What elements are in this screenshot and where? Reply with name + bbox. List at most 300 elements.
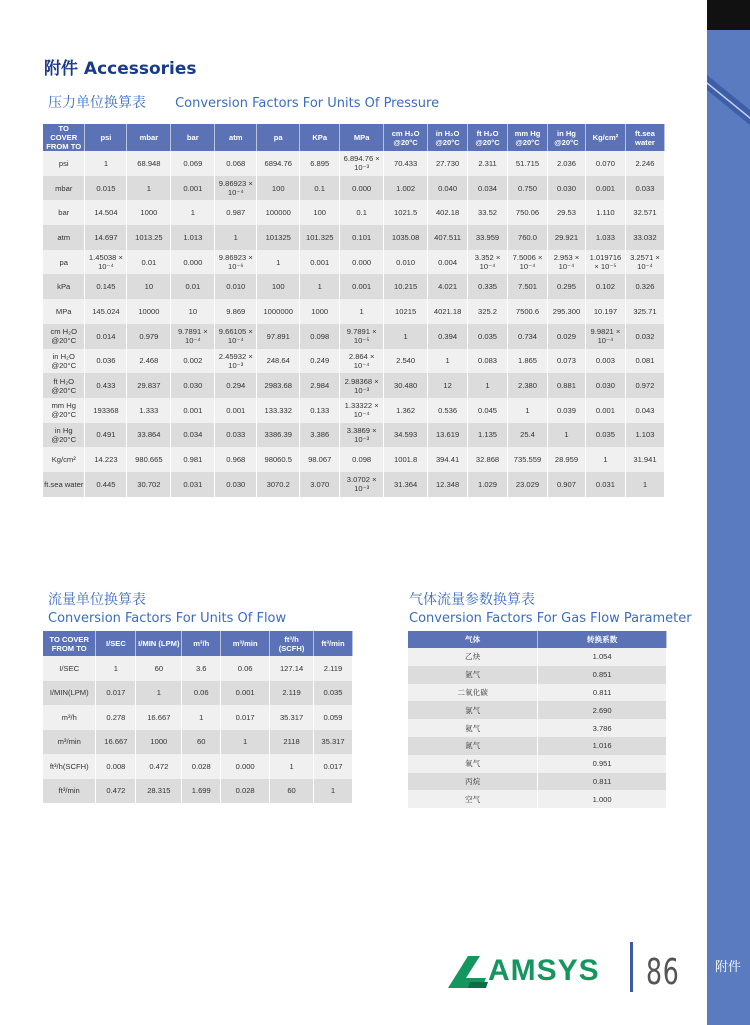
- table-cell: 0.001: [215, 398, 257, 423]
- table-cell: 0.032: [625, 324, 664, 349]
- table-cell: 1.110: [585, 200, 625, 225]
- table-cell: 0.536: [428, 398, 468, 423]
- table-cell: 1: [340, 299, 384, 324]
- table-cell: 0.028: [182, 754, 221, 779]
- table-cell: 16.667: [96, 730, 136, 755]
- row-header: I/SEC: [43, 656, 96, 681]
- table-row: [43, 373, 665, 398]
- gas-table: [408, 631, 667, 808]
- table-cell: 0.010: [384, 250, 428, 275]
- table-cell: 0.004: [428, 250, 468, 275]
- table-cell: 0.06: [221, 656, 270, 681]
- table-cell: 0.073: [547, 349, 585, 374]
- flow-title-en: Conversion Factors For Units Of Flow: [48, 611, 287, 626]
- table-cell: 1.002: [384, 176, 428, 201]
- column-header: ft³/h (SCFH): [270, 631, 314, 656]
- table-cell: 10.215: [384, 274, 428, 299]
- pressure-title-cn: 压力单位换算表: [48, 95, 146, 111]
- gas-name: 氩气: [408, 666, 538, 684]
- table-cell: 9.86923 × 10⁻⁶: [215, 250, 257, 275]
- table-cell: 1.029: [468, 472, 508, 497]
- table-cell: 2.119: [270, 681, 314, 706]
- pressure-title-en: Conversion Factors For Units Of Pressure: [175, 96, 440, 111]
- row-header: atm: [43, 225, 85, 250]
- table-cell: 30.702: [127, 472, 171, 497]
- table-cell: 0.000: [340, 176, 384, 201]
- row-header: ft H₂O @20°C: [43, 373, 85, 398]
- table-cell: 0.030: [215, 472, 257, 497]
- logo-text: AMSYS: [488, 954, 600, 987]
- table-cell: 10: [127, 274, 171, 299]
- table-cell: 1.362: [384, 398, 428, 423]
- table-cell: 0.881: [547, 373, 585, 398]
- gas-factor: 2.690: [538, 701, 667, 719]
- table-cell: 4.021: [428, 274, 468, 299]
- table-cell: 25.4: [508, 423, 548, 448]
- table-cell: 0.102: [585, 274, 625, 299]
- table-cell: 1035.08: [384, 225, 428, 250]
- table-row: [408, 737, 667, 755]
- column-header: I/MIN (LPM): [136, 631, 182, 656]
- table-cell: 0.000: [171, 250, 215, 275]
- table-cell: 0.1: [340, 200, 384, 225]
- table-cell: 70.433: [384, 151, 428, 176]
- table-cell: 0.335: [468, 274, 508, 299]
- table-row: [43, 299, 665, 324]
- table-cell: 2.468: [127, 349, 171, 374]
- table-cell: 0.06: [182, 681, 221, 706]
- table-cell: 1: [300, 274, 340, 299]
- table-cell: 12.348: [428, 472, 468, 497]
- table-row: [43, 681, 353, 706]
- table-cell: 32.868: [468, 447, 508, 472]
- table-cell: 0.003: [585, 349, 625, 374]
- sidebar-top-block: [707, 0, 750, 30]
- table-row: [43, 656, 353, 681]
- table-cell: 32.571: [625, 200, 664, 225]
- table-cell: 1: [182, 705, 221, 730]
- table-cell: 27.730: [428, 151, 468, 176]
- table-cell: 0.008: [96, 754, 136, 779]
- column-header: 气体: [408, 631, 538, 648]
- table-cell: 1: [221, 730, 270, 755]
- table-row: [43, 250, 665, 275]
- table-cell: 31.941: [625, 447, 664, 472]
- table-row: [43, 447, 665, 472]
- table-cell: 1: [625, 472, 664, 497]
- table-cell: 14.697: [85, 225, 127, 250]
- column-header: bar: [171, 124, 215, 151]
- table-cell: 0.000: [221, 754, 270, 779]
- table-cell: 0.015: [85, 176, 127, 201]
- column-header: MPa: [340, 124, 384, 151]
- table-cell: 2.246: [625, 151, 664, 176]
- table-cell: 0.039: [547, 398, 585, 423]
- table-cell: 100: [257, 274, 300, 299]
- table-cell: 4021.18: [428, 299, 468, 324]
- table-row: [43, 349, 665, 374]
- table-cell: 3.352 × 10⁻⁴: [468, 250, 508, 275]
- table-cell: 1: [136, 681, 182, 706]
- row-header: ft.sea water: [43, 472, 85, 497]
- table-cell: 1: [96, 656, 136, 681]
- side-label: 附件: [714, 960, 741, 975]
- table-cell: 1.333: [127, 398, 171, 423]
- table-cell: 0.029: [547, 324, 585, 349]
- table-cell: 0.472: [96, 779, 136, 804]
- table-cell: 7.501: [508, 274, 548, 299]
- table-row: [408, 790, 667, 808]
- table-cell: 1: [428, 349, 468, 374]
- table-cell: 1: [508, 398, 548, 423]
- table-cell: 0.083: [468, 349, 508, 374]
- table-cell: 0.01: [127, 250, 171, 275]
- table-cell: 394.41: [428, 447, 468, 472]
- gas-name: 氮气: [408, 737, 538, 755]
- row-header: pa: [43, 250, 85, 275]
- table-cell: 3.6: [182, 656, 221, 681]
- table-cell: 0.001: [585, 176, 625, 201]
- table-cell: 3.070: [300, 472, 340, 497]
- corner-bottom: FROM TO: [51, 643, 87, 653]
- table-row: [408, 666, 667, 684]
- table-cell: 0.968: [215, 447, 257, 472]
- table-cell: 33.864: [127, 423, 171, 448]
- page-number: 86: [646, 952, 680, 993]
- pressure-section-title: [48, 92, 439, 112]
- table-cell: 2.119: [314, 656, 353, 681]
- table-cell: 0.002: [171, 349, 215, 374]
- table-cell: 0.040: [428, 176, 468, 201]
- table-cell: 0.028: [221, 779, 270, 804]
- gas-factor: 1.054: [538, 648, 667, 666]
- table-cell: 3070.2: [257, 472, 300, 497]
- table-cell: 6.895: [300, 151, 340, 176]
- table-cell: 0.295: [547, 274, 585, 299]
- table-cell: 0.035: [585, 423, 625, 448]
- table-cell: 0.031: [585, 472, 625, 497]
- table-cell: 10000: [127, 299, 171, 324]
- table-row: [43, 705, 353, 730]
- table-row: [43, 730, 353, 755]
- table-cell: 0.017: [314, 754, 353, 779]
- gas-title-cn: 气体流量参数换算表: [409, 592, 535, 608]
- table-cell: 1: [85, 151, 127, 176]
- column-header: ft.sea water: [625, 124, 664, 151]
- table-cell: 1.33322 × 10⁻⁴: [340, 398, 384, 423]
- table-cell: 2.953 × 10⁻⁴: [547, 250, 585, 275]
- table-cell: 0.972: [625, 373, 664, 398]
- table-cell: 0.036: [85, 349, 127, 374]
- gas-name: 丙烷: [408, 773, 538, 791]
- table-cell: 0.045: [468, 398, 508, 423]
- table-cell: 12: [428, 373, 468, 398]
- column-header: KPa: [300, 124, 340, 151]
- table-cell: 60: [182, 730, 221, 755]
- table-row: [408, 648, 667, 666]
- table-cell: 0.081: [625, 349, 664, 374]
- table-cell: 0.014: [85, 324, 127, 349]
- table-cell: 2.311: [468, 151, 508, 176]
- table-cell: 0.017: [221, 705, 270, 730]
- table-cell: 3386.39: [257, 423, 300, 448]
- table-cell: 1000000: [257, 299, 300, 324]
- table-cell: 1001.8: [384, 447, 428, 472]
- table-cell: 735.559: [508, 447, 548, 472]
- table-cell: 0.033: [625, 176, 664, 201]
- column-header: pa: [257, 124, 300, 151]
- table-cell: 1.699: [182, 779, 221, 804]
- table-cell: 7.5006 × 10⁻⁴: [508, 250, 548, 275]
- table-cell: 29.53: [547, 200, 585, 225]
- footer-divider: [630, 942, 633, 992]
- table-cell: 60: [136, 656, 182, 681]
- table-cell: 0.278: [96, 705, 136, 730]
- table-cell: 9.9821 × 10⁻⁴: [585, 324, 625, 349]
- table-cell: 98060.5: [257, 447, 300, 472]
- gas-name: 乙炔: [408, 648, 538, 666]
- table-row: [408, 755, 667, 773]
- table-cell: 0.001: [171, 398, 215, 423]
- table-cell: 0.145: [85, 274, 127, 299]
- table-cell: 325.71: [625, 299, 664, 324]
- corner-bottom: FROM TO: [46, 142, 82, 151]
- column-header: I/SEC: [96, 631, 136, 656]
- page-title: 附件 Accessories: [44, 59, 197, 79]
- table-cell: 68.948: [127, 151, 171, 176]
- column-header: psi: [85, 124, 127, 151]
- table-row: [408, 719, 667, 737]
- table-cell: 0.017: [96, 681, 136, 706]
- table-row: [408, 684, 667, 702]
- row-header: bar: [43, 200, 85, 225]
- table-cell: 2.98368 × 10⁻³: [340, 373, 384, 398]
- column-header: in H₂O @20°C: [428, 124, 468, 151]
- table-cell: 2.540: [384, 349, 428, 374]
- table-cell: 100: [300, 200, 340, 225]
- table-cell: 0.070: [585, 151, 625, 176]
- table-cell: 0.326: [625, 274, 664, 299]
- table-cell: 0.030: [171, 373, 215, 398]
- flow-table: [43, 631, 353, 803]
- table-cell: 1: [270, 754, 314, 779]
- column-header: 转换系数: [538, 631, 667, 648]
- table-cell: 0.734: [508, 324, 548, 349]
- table-cell: 0.068: [215, 151, 257, 176]
- table-cell: 30.480: [384, 373, 428, 398]
- table-cell: 1: [547, 423, 585, 448]
- table-cell: 7500.6: [508, 299, 548, 324]
- gas-name: 二氧化碳: [408, 684, 538, 702]
- table-cell: 750.06: [508, 200, 548, 225]
- table-cell: 0.001: [300, 250, 340, 275]
- table-cell: 1000: [136, 730, 182, 755]
- table-cell: 0.010: [215, 274, 257, 299]
- table-row: [43, 779, 353, 804]
- table-cell: 0.394: [428, 324, 468, 349]
- table-cell: 29.921: [547, 225, 585, 250]
- table-cell: 0.098: [340, 447, 384, 472]
- table-row: [43, 324, 665, 349]
- table-cell: 0.001: [171, 176, 215, 201]
- table-cell: 0.249: [300, 349, 340, 374]
- table-row: [43, 225, 665, 250]
- row-header: ft³/h(SCFH): [43, 754, 96, 779]
- table-cell: 1.103: [625, 423, 664, 448]
- table-cell: 9.86923 × 10⁻⁴: [215, 176, 257, 201]
- flow-title-cn: 流量单位换算表: [48, 592, 146, 608]
- table-row: [43, 151, 665, 176]
- sidebar-band: [707, 0, 750, 1025]
- column-header: ft³/min: [314, 631, 353, 656]
- table-cell: 35.317: [314, 730, 353, 755]
- table-cell: 402.18: [428, 200, 468, 225]
- table-cell: 0.1: [300, 176, 340, 201]
- gas-section-title: [409, 589, 692, 626]
- table-cell: 193368: [85, 398, 127, 423]
- table-cell: 2.984: [300, 373, 340, 398]
- table-cell: 31.364: [384, 472, 428, 497]
- table-cell: 980.665: [127, 447, 171, 472]
- table-cell: 295.300: [547, 299, 585, 324]
- table-cell: 2.380: [508, 373, 548, 398]
- column-header: ft H₂O @20°C: [468, 124, 508, 151]
- table-cell: 33.959: [468, 225, 508, 250]
- gas-title-en: Conversion Factors For Gas Flow Parameter: [409, 611, 692, 626]
- table-cell: 1.013: [171, 225, 215, 250]
- table-cell: 28.315: [136, 779, 182, 804]
- row-header: Kg/cm²: [43, 447, 85, 472]
- table-cell: 1: [257, 250, 300, 275]
- table-cell: 100000: [257, 200, 300, 225]
- table-row: [408, 773, 667, 791]
- row-header: kPa: [43, 274, 85, 299]
- gas-factor: 1.000: [538, 790, 667, 808]
- table-cell: 0.907: [547, 472, 585, 497]
- column-header: mbar: [127, 124, 171, 151]
- table-cell: 0.033: [215, 423, 257, 448]
- table-cell: 10215: [384, 299, 428, 324]
- table-cell: 0.294: [215, 373, 257, 398]
- gas-factor: 1.016: [538, 737, 667, 755]
- flow-section-title: [48, 589, 286, 626]
- row-header: m³/min: [43, 730, 96, 755]
- table-cell: 9.66105 × 10⁻⁴: [215, 324, 257, 349]
- table-cell: 2983.68: [257, 373, 300, 398]
- column-header: cm H₂O @20°C: [384, 124, 428, 151]
- gas-factor: 0.811: [538, 684, 667, 702]
- table-cell: 98.067: [300, 447, 340, 472]
- table-cell: 0.001: [340, 274, 384, 299]
- table-cell: 3.2571 × 10⁻⁴: [625, 250, 664, 275]
- gas-factor: 0.851: [538, 666, 667, 684]
- row-header: m³/h: [43, 705, 96, 730]
- table-cell: 34.593: [384, 423, 428, 448]
- table-cell: 0.059: [314, 705, 353, 730]
- table-cell: 1.135: [468, 423, 508, 448]
- table-cell: 248.64: [257, 349, 300, 374]
- column-header: atm: [215, 124, 257, 151]
- table-cell: 325.2: [468, 299, 508, 324]
- table-cell: 0.491: [85, 423, 127, 448]
- table-row: [43, 200, 665, 225]
- column-header: mm Hg @20°C: [508, 124, 548, 151]
- table-cell: 9.869: [215, 299, 257, 324]
- table-cell: 1021.5: [384, 200, 428, 225]
- table-row: [43, 398, 665, 423]
- table-cell: 28.959: [547, 447, 585, 472]
- table-cell: 1: [384, 324, 428, 349]
- table-cell: 0.133: [300, 398, 340, 423]
- table-cell: 2.45932 × 10⁻³: [215, 349, 257, 374]
- table-cell: 6894.76: [257, 151, 300, 176]
- table-cell: 3.386: [300, 423, 340, 448]
- table-cell: 0.750: [508, 176, 548, 201]
- table-cell: 1: [468, 373, 508, 398]
- table-cell: 10.197: [585, 299, 625, 324]
- table-cell: 9.7891 × 10⁻⁵: [340, 324, 384, 349]
- table-cell: 10: [171, 299, 215, 324]
- gas-name: 氯气: [408, 701, 538, 719]
- table-cell: 14.504: [85, 200, 127, 225]
- table-cell: 2118: [270, 730, 314, 755]
- table-cell: 3.3869 × 10⁻³: [340, 423, 384, 448]
- row-header: in Hg @20°C: [43, 423, 85, 448]
- gas-factor: 3.786: [538, 719, 667, 737]
- gas-factor: 0.951: [538, 755, 667, 773]
- table-cell: 6.894.76 × 10⁻³: [340, 151, 384, 176]
- table-cell: 760.0: [508, 225, 548, 250]
- table-cell: 0.030: [547, 176, 585, 201]
- column-header: Kg/cm²: [585, 124, 625, 151]
- table-cell: 1: [314, 779, 353, 804]
- table-cell: 0.472: [136, 754, 182, 779]
- table-cell: 60: [270, 779, 314, 804]
- table-cell: 0.043: [625, 398, 664, 423]
- table-row: [43, 472, 665, 497]
- table-cell: 97.891: [257, 324, 300, 349]
- table-cell: 2.036: [547, 151, 585, 176]
- table-cell: 0.098: [300, 324, 340, 349]
- table-cell: 0.433: [85, 373, 127, 398]
- table-cell: 14.223: [85, 447, 127, 472]
- table-cell: 29.837: [127, 373, 171, 398]
- table-cell: 1000: [127, 200, 171, 225]
- table-cell: 0.031: [171, 472, 215, 497]
- table-cell: 0.035: [314, 681, 353, 706]
- row-header: mm Hg @20°C: [43, 398, 85, 423]
- column-header: m³/min: [221, 631, 270, 656]
- table-cell: 0.000: [340, 250, 384, 275]
- corner-header: [43, 124, 85, 151]
- table-cell: 1.865: [508, 349, 548, 374]
- table-cell: 1013.25: [127, 225, 171, 250]
- table-cell: 23.029: [508, 472, 548, 497]
- table-cell: 127.14: [270, 656, 314, 681]
- table-cell: 13.619: [428, 423, 468, 448]
- table-cell: 0.001: [221, 681, 270, 706]
- column-header: in Hg @20°C: [547, 124, 585, 151]
- row-header: in H₂O @20°C: [43, 349, 85, 374]
- gas-name: 空气: [408, 790, 538, 808]
- table-cell: 100: [257, 176, 300, 201]
- table-row: [43, 176, 665, 201]
- table-cell: 407.511: [428, 225, 468, 250]
- table-cell: 1.033: [585, 225, 625, 250]
- corner-top: TO COVER: [49, 634, 89, 644]
- row-header: mbar: [43, 176, 85, 201]
- table-cell: 1: [215, 225, 257, 250]
